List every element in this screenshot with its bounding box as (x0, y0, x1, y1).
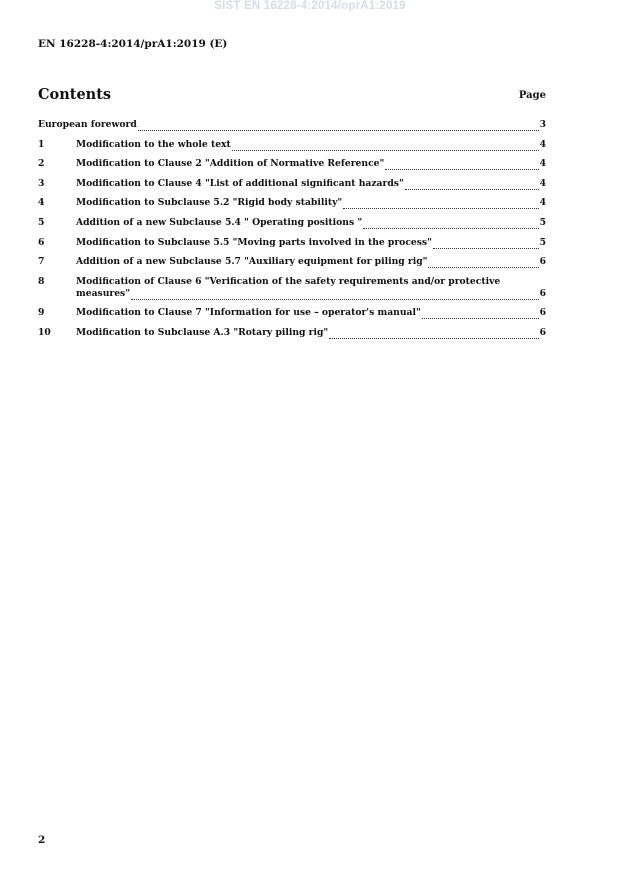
toc-dot-leader (433, 239, 539, 249)
toc-entry-text (76, 256, 546, 268)
toc-entry-last-line (76, 288, 546, 300)
toc-entry-page: 4 (539, 158, 546, 170)
toc-entry-title[interactable]: Modification to Clause 2 "Addition of Normative Reference" (76, 158, 385, 170)
toc-entry-number: 2 (38, 158, 45, 170)
toc-entry-8[interactable] (38, 276, 546, 300)
toc-dot-leader (329, 329, 538, 339)
toc-entry-number: 6 (38, 236, 45, 248)
toc-dot-leader (363, 219, 538, 229)
toc-entry-number: 4 (38, 197, 45, 209)
toc-entry-title[interactable]: Modification to the whole text (76, 138, 231, 150)
toc-entry-title[interactable]: Modification to Subclause A.3 "Rotary piling rig" (76, 326, 329, 338)
toc-entry-number: 7 (38, 256, 45, 268)
table-of-contents (38, 119, 546, 347)
toc-entry-title-line1[interactable]: Modification of Clause 6 "Verification of the safety requirements and/or protective (76, 275, 501, 287)
toc-dot-leader (428, 258, 538, 268)
toc-entry-text (76, 139, 546, 151)
toc-dot-leader (138, 121, 539, 131)
toc-entry-page: 6 (539, 307, 546, 319)
watermark: SIST EN 16228-4:2014/oprA1:2019 (214, 0, 406, 12)
toc-entry-text (38, 119, 546, 131)
toc-entry-page: 3 (539, 119, 546, 130)
toc-entry-page: 5 (539, 216, 546, 228)
toc-dot-leader (385, 160, 538, 170)
toc-entry-page: 6 (539, 287, 546, 299)
toc-entry-5[interactable] (38, 217, 546, 229)
toc-dot-leader (343, 199, 538, 209)
toc-entry-4[interactable] (38, 197, 546, 209)
toc-entry-text (76, 178, 546, 190)
toc-entry-title[interactable]: Modification to Subclause 5.5 "Moving parts involved in the process" (76, 236, 432, 248)
toc-entry-text (76, 158, 546, 170)
toc-entry-number: 10 (38, 326, 51, 338)
contents-heading: Contents (38, 86, 112, 103)
toc-entry-title[interactable]: Modification to Subclause 5.2 "Rigid body stability" (76, 197, 343, 209)
toc-entry-title-line2[interactable]: measures" (76, 287, 131, 299)
toc-entry-foreword[interactable] (38, 119, 546, 131)
toc-entry-page: 4 (539, 138, 546, 150)
toc-entry-text (76, 307, 546, 319)
toc-entry-title[interactable]: Addition of a new Subclause 5.7 "Auxiliary equipment for piling rig" (76, 256, 428, 268)
toc-entry-10[interactable] (38, 327, 546, 339)
toc-entry-2[interactable] (38, 158, 546, 170)
toc-entry-page: 6 (539, 256, 546, 268)
toc-entry-title[interactable]: Addition of a new Subclause 5.4 " Operating positions " (76, 216, 363, 228)
footer-page-number: 2 (38, 834, 46, 846)
toc-entry-number: 9 (38, 307, 45, 319)
toc-entry-text (76, 276, 546, 300)
toc-entry-title[interactable]: Modification to Clause 4 "List of additional significant hazards" (76, 177, 404, 189)
toc-dot-leader (405, 180, 539, 190)
page-column-label: Page (518, 90, 546, 101)
toc-entry-text (76, 327, 546, 339)
toc-entry-number: 5 (38, 216, 45, 228)
toc-entry-text (76, 237, 546, 249)
toc-entry-text (76, 197, 546, 209)
toc-entry-text (76, 217, 546, 229)
toc-entry-1[interactable] (38, 139, 546, 151)
toc-entry-7[interactable] (38, 256, 546, 268)
toc-entry-9[interactable] (38, 307, 546, 319)
toc-entry-title[interactable]: European foreword (38, 119, 137, 130)
toc-entry-3[interactable] (38, 178, 546, 190)
toc-dot-leader (422, 309, 539, 319)
toc-dot-leader (232, 141, 539, 151)
toc-entry-6[interactable] (38, 237, 546, 249)
toc-entry-page: 5 (539, 236, 546, 248)
toc-entry-page: 4 (539, 177, 546, 189)
toc-entry-page: 6 (539, 326, 546, 338)
toc-entry-number: 8 (38, 275, 45, 287)
toc-entry-title[interactable]: Modification to Clause 7 "Information for use – operator's manual" (76, 307, 421, 319)
toc-dot-leader (131, 290, 539, 300)
toc-entry-number: 3 (38, 177, 45, 189)
toc-entry-page: 4 (539, 197, 546, 209)
toc-entry-number: 1 (38, 138, 45, 150)
document-id: EN 16228-4:2014/prA1:2019 (E) (38, 38, 228, 50)
